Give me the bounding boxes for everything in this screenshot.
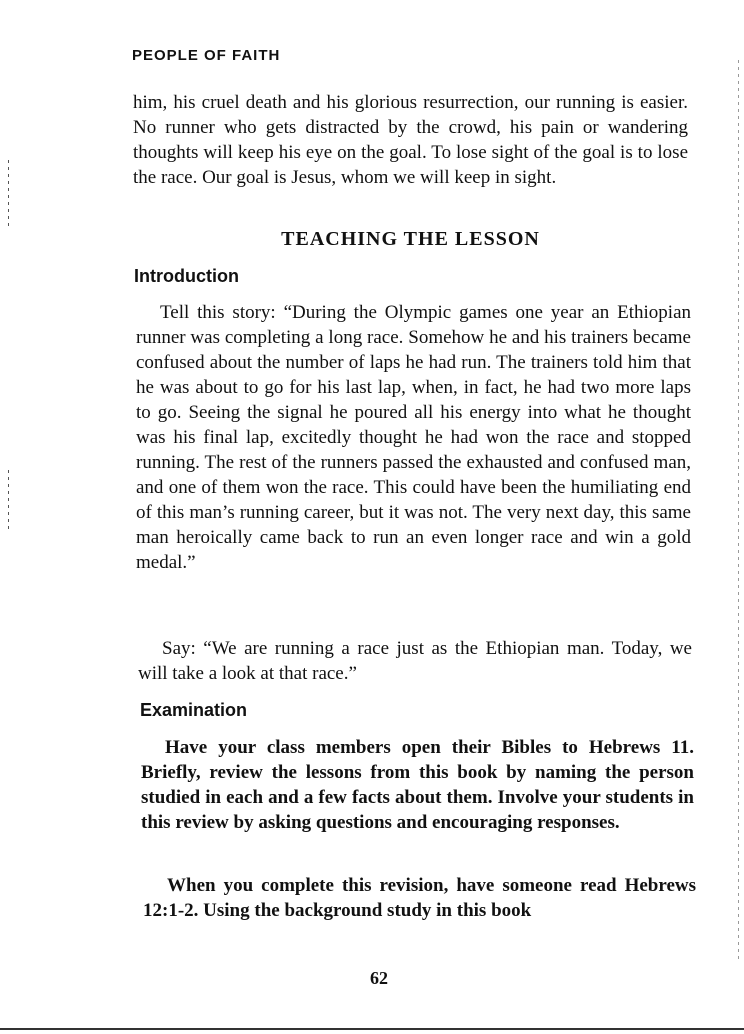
subhead-introduction: Introduction — [134, 266, 239, 286]
scan-edge-mark — [8, 470, 9, 530]
scan-edge-mark — [738, 60, 739, 960]
paragraph-say: Say: “We are running a race just as the Ethiopian man. Today, we will take a look at that race.” — [138, 638, 692, 684]
paragraph-story: Tell this story: “During the Olympic games one year an Ethiopian runner was completing a long race. Somehow he and his trainers became confused about the number of laps he had run. The trainers told him that he was about to go for his last lap, when, in fact, he had two more laps to go. Seeing the signal he poured all his energy into what he thought was his final lap, excitedly thought he had won the race and stopped running. The rest of the runners passed the exhausted and confused man, and one of them won the race. This could have been the humiliating end of this man’s running career, but it was not. The very next day, this same man heroically came back to run an even longer race and win a gold medal.” — [136, 302, 691, 573]
subhead-examination: Examination — [140, 700, 248, 720]
paragraph-revision: When you complete this revision, have someone read Hebrews 12:1-2. Using the background study in this book — [143, 875, 696, 921]
section-title: TEACHING THE LESSON — [281, 228, 540, 250]
paragraph-continuation: him, his cruel death and his glorious resurrection, our running is easier. No runner who gets distracted by the crowd, his pain or wandering thoughts will keep his eye on the goal. To lose sight of the goal is to lose the race. Our goal is Jesus, whom we will keep in sight. — [133, 92, 688, 188]
scan-edge-mark — [8, 160, 9, 230]
running-head: PEOPLE OF FAITH — [132, 47, 281, 64]
page-number: 62 — [370, 968, 388, 988]
scan-bottom-edge — [0, 1028, 744, 1030]
paragraph-review: Have your class members open their Bibles to Hebrews 11. Briefly, review the lessons from this book by naming the person studied in each and a few facts about them. Involve your students in this review by asking questions and encouraging responses. — [141, 737, 694, 833]
